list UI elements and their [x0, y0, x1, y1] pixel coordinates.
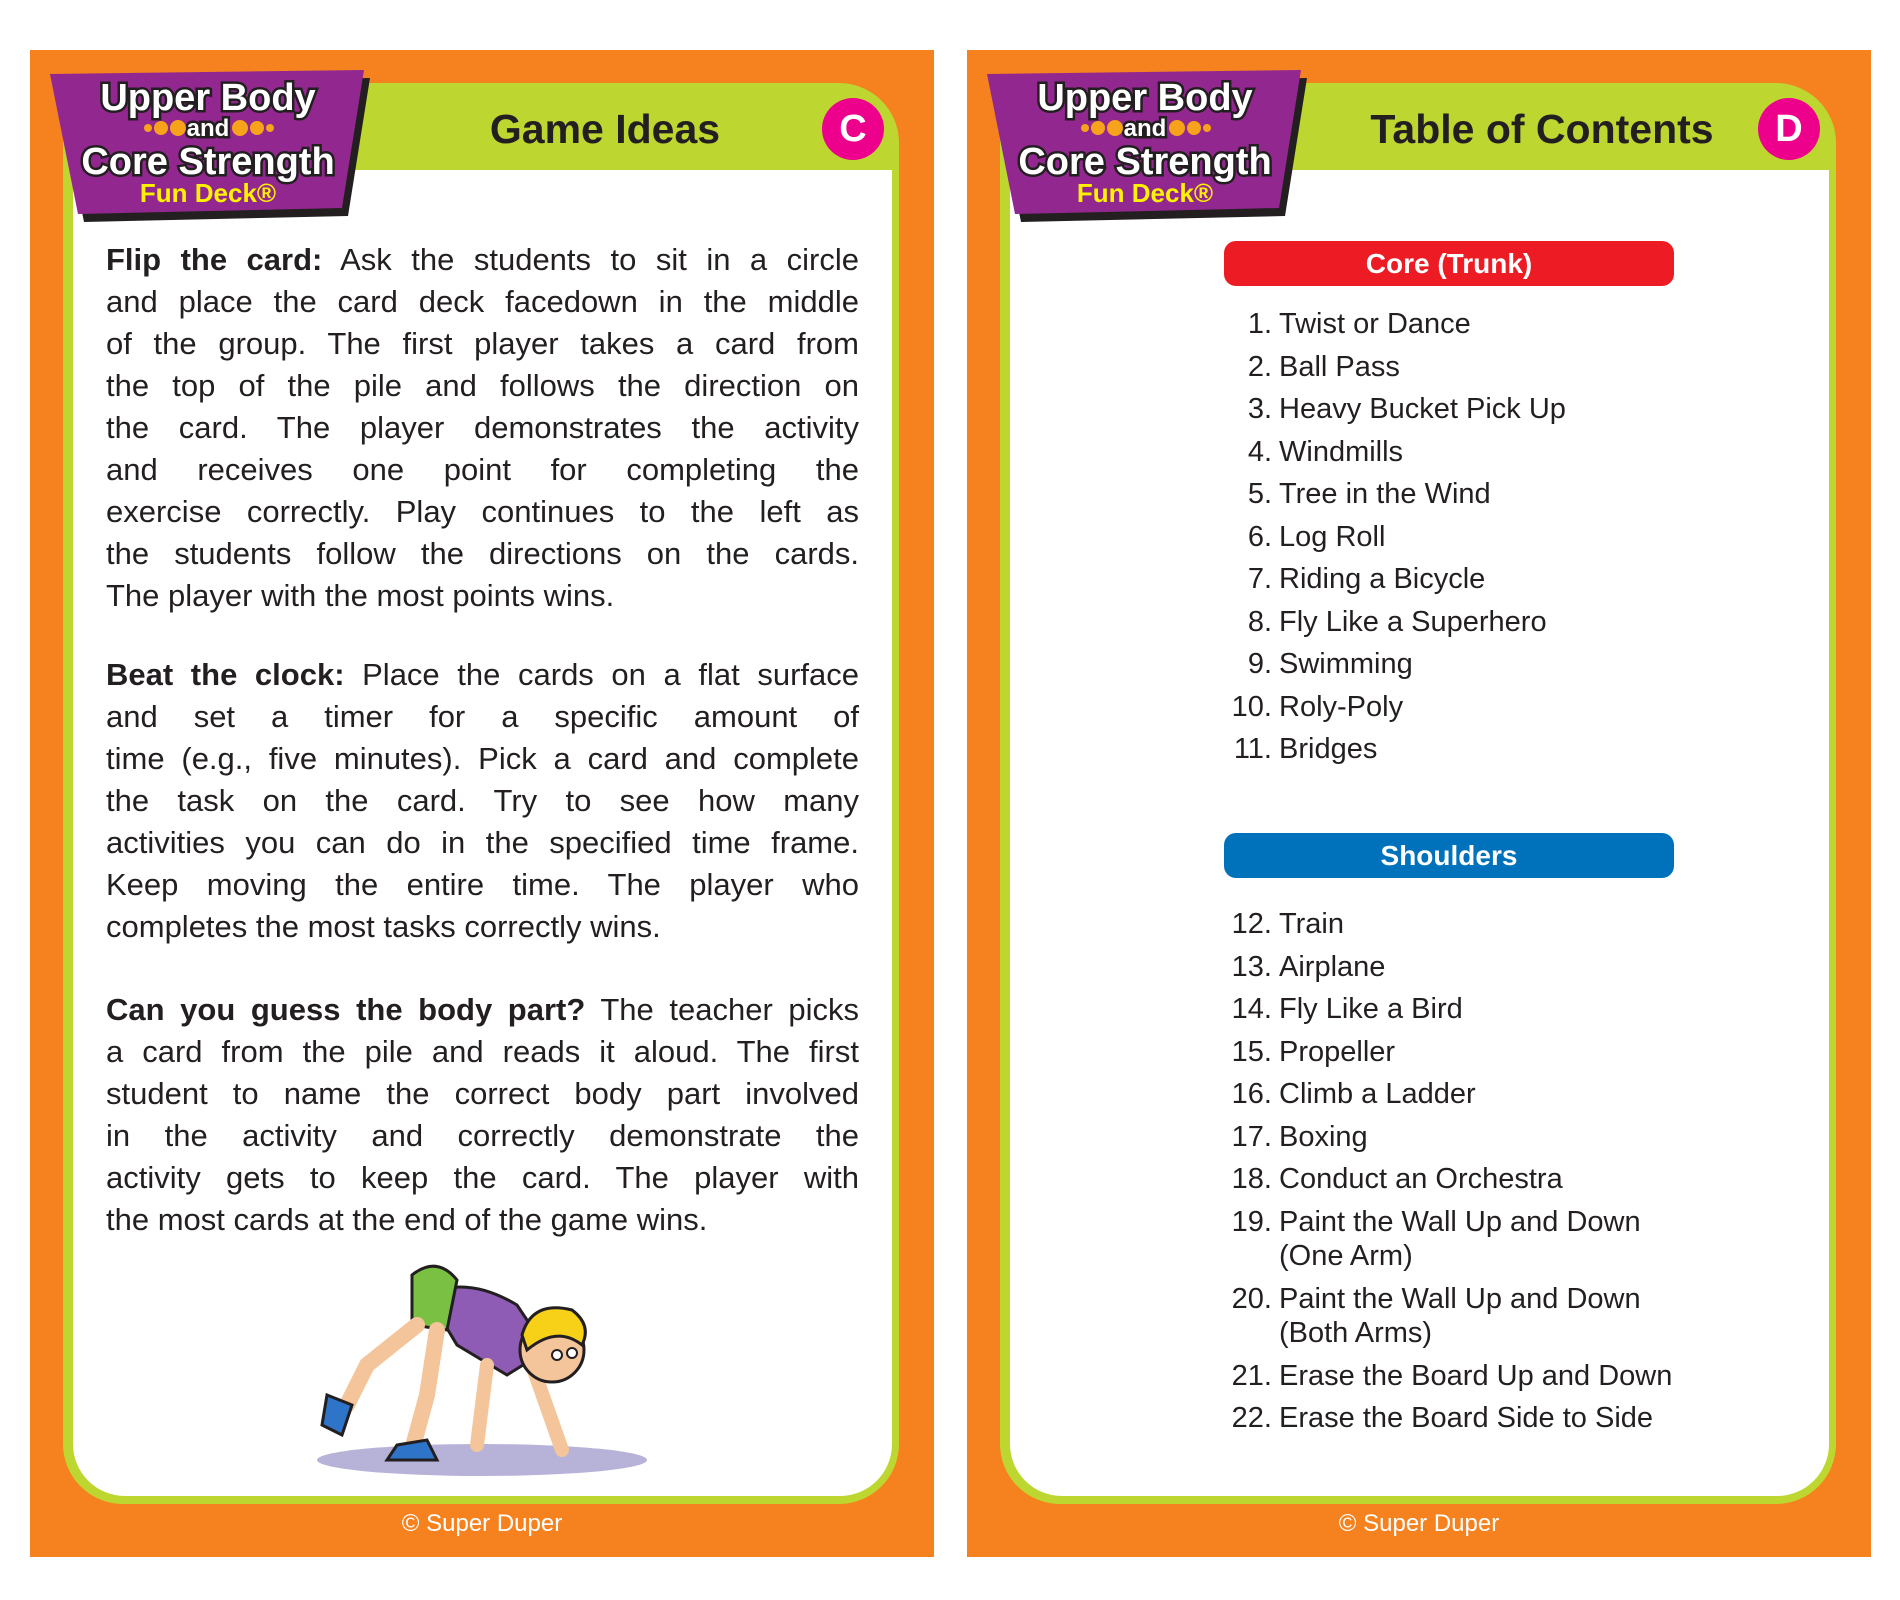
- game-name: Flip the card:: [106, 242, 323, 277]
- fun-deck-logo: [985, 70, 1315, 222]
- item-number: 6.: [1247, 520, 1272, 553]
- text-line: and receives one point for completing the: [106, 452, 859, 487]
- toc-item: [1217, 435, 1403, 469]
- item-number: 11.: [1233, 733, 1272, 765]
- item-title: Fly Like a Superhero: [1279, 605, 1547, 638]
- copyright: © Super Duper: [401, 1510, 563, 1537]
- toc-item: [1217, 1401, 1653, 1435]
- toc-item: [1217, 1205, 1641, 1273]
- toc-item: [1217, 950, 1385, 984]
- item-title: Swimming: [1279, 648, 1413, 680]
- text-line: The player with the most points wins.: [106, 578, 615, 613]
- item-title: Riding a Bicycle: [1279, 563, 1486, 595]
- text-line: and place the card deck facedown in the middle: [106, 284, 859, 319]
- text-line: in the activity and correctly demonstrate the: [106, 1118, 859, 1153]
- toc-item: [1217, 647, 1413, 681]
- card-letter-badge: D: [1758, 98, 1820, 160]
- toc-item: [1217, 1035, 1395, 1069]
- item-number: 4.: [1247, 435, 1272, 468]
- logo-text: Core Strength: [81, 141, 335, 183]
- game-ideas-card: [30, 50, 934, 1557]
- toc-item: [1217, 690, 1403, 724]
- logo-text: Fun Deck®: [139, 178, 277, 208]
- text-line: activity gets to keep the card. The player with: [106, 1160, 859, 1195]
- text-line: [106, 989, 859, 1031]
- text-line: the students follow the directions on the cards.: [106, 536, 859, 571]
- game-description: [106, 239, 859, 617]
- text-line: the card. The player demonstrates the activity: [106, 410, 859, 445]
- toc-item: [1217, 307, 1471, 341]
- card-letter-badge: C: [822, 98, 884, 160]
- item-number: 20.: [1231, 1282, 1272, 1315]
- toc-item: [1217, 907, 1344, 941]
- text-run: The teacher picks: [585, 992, 859, 1027]
- item-title: Twist or Dance: [1279, 308, 1471, 340]
- toc-item: [1217, 1162, 1563, 1196]
- toc-item: [1217, 350, 1400, 384]
- item-title: Climb a Ladder: [1279, 1078, 1476, 1110]
- item-title: Ball Pass: [1279, 350, 1400, 383]
- item-title: Paint the Wall Up and Down (Both Arms): [1279, 1282, 1641, 1349]
- item-number: 8.: [1247, 605, 1272, 638]
- toc-item: [1217, 605, 1547, 639]
- text-run: Ask the students to sit in a circle: [322, 242, 859, 277]
- item-number: 19.: [1231, 1205, 1272, 1238]
- item-number: 18.: [1231, 1163, 1272, 1195]
- child-exercising-illustration: [317, 1255, 647, 1477]
- game-name: Can you guess the body part?: [106, 992, 586, 1027]
- item-number: 22.: [1231, 1402, 1272, 1434]
- item-number: 7.: [1247, 563, 1272, 595]
- item-number: 21.: [1231, 1359, 1272, 1392]
- text-line: exercise correctly. Play continues to the left as: [106, 494, 859, 529]
- game-name: Beat the clock:: [106, 657, 345, 692]
- item-number: 5.: [1247, 478, 1272, 510]
- table-of-contents-card: [967, 50, 1871, 1557]
- item-number: 14.: [1231, 993, 1272, 1025]
- item-number: 9.: [1247, 648, 1272, 680]
- text-line: activities you can do in the specified time frame.: [106, 825, 859, 860]
- text-line: the task on the card. Try to see how many: [106, 783, 859, 818]
- toc-item: [1217, 477, 1491, 511]
- toc-item: [1217, 1282, 1641, 1350]
- item-number: 3.: [1247, 393, 1272, 425]
- logo-text: Fun Deck®: [1076, 178, 1214, 208]
- item-number: 17.: [1231, 1120, 1272, 1153]
- item-title: Log Roll: [1279, 520, 1386, 553]
- text-line: completes the most tasks correctly wins.: [106, 909, 661, 944]
- toc-item: [1217, 520, 1385, 554]
- text-run: Place the cards on a flat surface: [344, 657, 859, 692]
- item-title: Paint the Wall Up and Down (One Arm): [1279, 1205, 1641, 1272]
- text-line: the most cards at the end of the game wins.: [106, 1202, 708, 1237]
- toc-item: [1217, 1359, 1672, 1393]
- item-title: Conduct an Orchestra: [1279, 1163, 1563, 1195]
- item-title: Heavy Bucket Pick Up: [1279, 393, 1566, 425]
- section-header: Core (Trunk): [1224, 241, 1674, 286]
- text-line: the top of the pile and follows the direction on: [106, 368, 859, 403]
- logo-text: Upper Body: [100, 77, 316, 119]
- text-line: [106, 239, 859, 281]
- logo-text: Upper Body: [1037, 77, 1253, 119]
- item-number: 13.: [1231, 950, 1272, 983]
- toc-item: [1217, 732, 1377, 766]
- toc-item: [1217, 1077, 1476, 1111]
- item-title: Tree in the Wind: [1279, 478, 1491, 510]
- item-number: 15.: [1231, 1035, 1272, 1068]
- game-description: [106, 989, 859, 1241]
- logo-text: and: [1123, 115, 1167, 142]
- section-header: Shoulders: [1224, 833, 1674, 878]
- item-title: Windmills: [1279, 435, 1404, 468]
- item-title: Propeller: [1279, 1035, 1396, 1068]
- logo-text: Core Strength: [1018, 141, 1272, 183]
- game-description: [106, 654, 859, 948]
- item-title: Airplane: [1279, 950, 1386, 983]
- item-title: Train: [1279, 908, 1344, 940]
- logo-text: and: [186, 115, 230, 142]
- item-number: 1.: [1247, 308, 1272, 340]
- text-line: and set a timer for a specific amount of: [106, 699, 859, 734]
- text-line: a card from the pile and reads it aloud. The first: [106, 1034, 859, 1069]
- item-title: Fly Like a Bird: [1279, 993, 1463, 1025]
- toc-item: [1217, 1120, 1368, 1154]
- item-number: 2.: [1247, 350, 1272, 383]
- item-title: Erase the Board Side to Side: [1279, 1402, 1654, 1434]
- toc-item: [1217, 992, 1463, 1026]
- text-line: time (e.g., five minutes). Pick a card and complete: [106, 741, 859, 776]
- text-line: Keep moving the entire time. The player who: [106, 867, 859, 902]
- item-title: Bridges: [1279, 733, 1378, 765]
- item-number: 16.: [1231, 1078, 1272, 1110]
- item-title: Boxing: [1279, 1120, 1368, 1153]
- copyright: © Super Duper: [1338, 1510, 1500, 1537]
- card-title: Table of Contents: [1370, 106, 1714, 152]
- item-title: Erase the Board Up and Down: [1279, 1359, 1673, 1392]
- card-title: Game Ideas: [489, 106, 721, 152]
- toc-item: [1217, 392, 1566, 426]
- text-line: [106, 654, 859, 696]
- item-title: Roly-Poly: [1279, 690, 1404, 723]
- text-line: of the group. The first player takes a card from: [106, 326, 859, 361]
- fun-deck-logo: [48, 70, 378, 222]
- toc-item: [1217, 562, 1485, 596]
- text-line: student to name the correct body part involved: [106, 1076, 859, 1111]
- item-number: 10.: [1231, 690, 1272, 723]
- item-number: 12.: [1231, 908, 1272, 940]
